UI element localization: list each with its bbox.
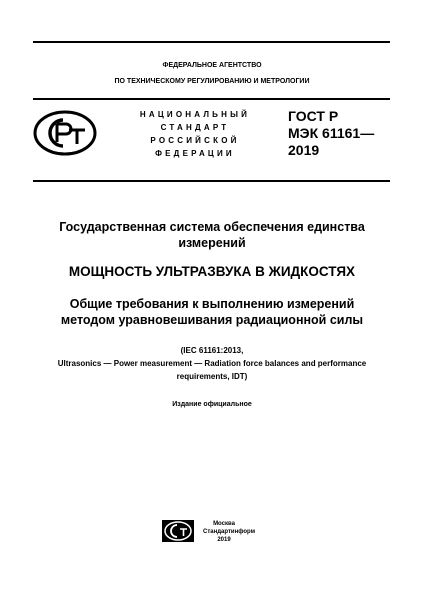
- subtitle-line-2: методом уравновешивания радиационной силы: [60, 313, 364, 327]
- iec-reference-line-1: (IEC 61161:2013,: [180, 346, 244, 355]
- standard-type-line-2: СТАНДАРТ: [160, 123, 230, 132]
- publisher-name: Стандартинформ: [203, 529, 256, 535]
- system-title-line-2: измерений: [178, 236, 246, 250]
- main-title: МОЩНОСТЬ УЛЬТРАЗВУКА В ЖИДКОСТЯХ: [68, 264, 356, 279]
- publisher-imprint: [203, 520, 256, 544]
- publisher-year: 2019: [217, 537, 231, 543]
- edition-label: Издание официальное: [172, 401, 252, 408]
- publisher-logo: [161, 519, 195, 543]
- agency-line-2: ПО ТЕХНИЧЕСКОМУ РЕГУЛИРОВАНИЮ И МЕТРОЛОГИИ: [114, 78, 310, 85]
- standard-designation: [288, 108, 374, 159]
- designation-line-2: МЭК 61161—: [288, 125, 375, 141]
- designation-line-1: ГОСТ Р: [288, 108, 339, 124]
- standard-type-line-1: НАЦИОНАЛЬНЫЙ: [139, 110, 251, 119]
- subtitle-line-1: Общие требования к выполнению измерений: [69, 297, 355, 311]
- designation-line-3: 2019: [288, 142, 320, 158]
- header-rule: [33, 98, 390, 100]
- standard-type-line-4: ФЕДЕРАЦИИ: [155, 149, 235, 158]
- top-rule: [33, 41, 390, 43]
- national-standard-label: [130, 108, 260, 160]
- title-rule: [33, 180, 390, 182]
- iec-reference-line-3: requirements, IDT): [176, 372, 248, 381]
- publisher-city: Москва: [213, 521, 235, 527]
- standard-type-line-3: РОССИЙСКОЙ: [150, 136, 240, 145]
- agency-line-1: ФЕДЕРАЛЬНОЕ АГЕНТСТВО: [162, 62, 262, 69]
- system-title-line-1: Государственная система обеспечения единства: [59, 220, 365, 234]
- gost-r-logo: [33, 110, 97, 156]
- iec-reference-line-2: Ultrasonics — Power measurement — Radiation force balances and performance: [57, 359, 367, 368]
